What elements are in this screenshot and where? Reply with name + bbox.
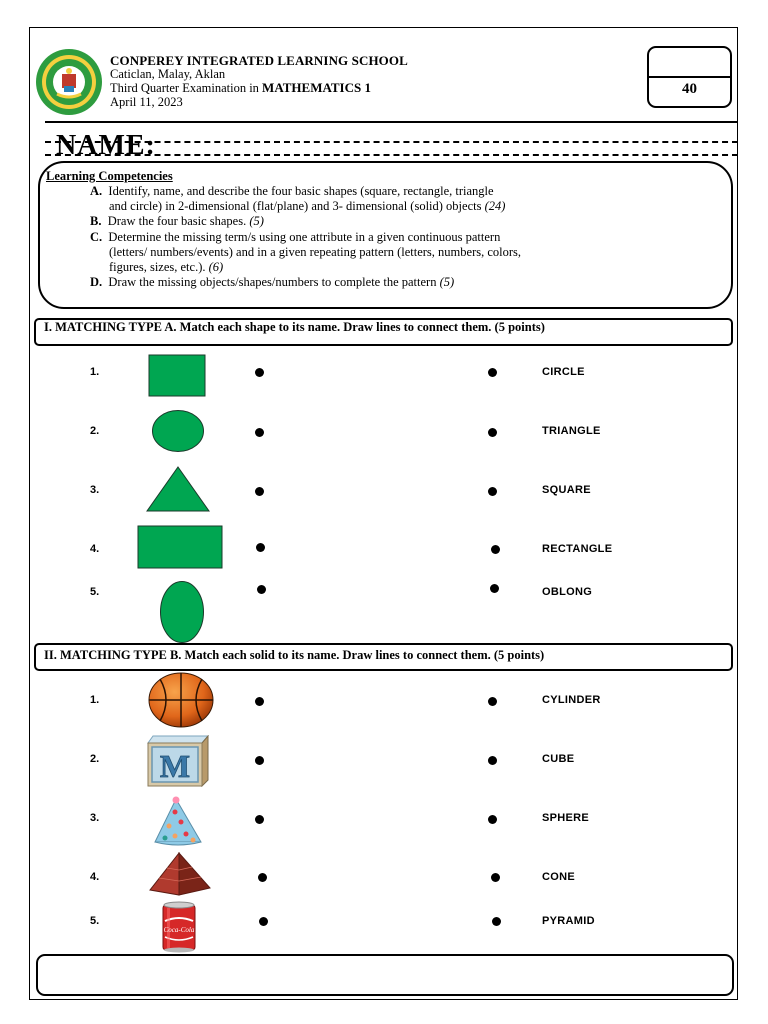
competency-c-cont1: (letters/ numbers/events) and in a given repeating pattern (letters, numbers, colors, — [109, 245, 522, 259]
triangle-shape — [146, 466, 210, 512]
s1-answer-2: TRIANGLE — [542, 425, 601, 437]
s2-number-5: 5. — [90, 915, 100, 927]
s1-left-dot-1[interactable] — [255, 368, 264, 377]
school-name: CONPEREY INTEGRATED LEARNING SCHOOL — [110, 53, 408, 68]
s1-left-dot-4[interactable] — [256, 543, 265, 552]
header-divider — [45, 121, 738, 123]
can-brand-text: Coca-Cola — [163, 926, 195, 934]
s1-number-5: 5. — [90, 586, 100, 598]
s2-number-3: 3. — [90, 812, 100, 824]
s1-right-dot-1[interactable] — [488, 368, 497, 377]
s1-number-3: 3. — [90, 484, 100, 496]
square-shape — [148, 354, 206, 397]
s1-left-dot-2[interactable] — [255, 428, 264, 437]
section1-title: I. MATCHING TYPE A. Match each shape to its name. Draw lines to connect them. (5 points) — [44, 320, 545, 334]
competency-d: D. Draw the missing objects/shapes/numbers to complete the pattern (5) — [90, 275, 455, 289]
s1-right-dot-5[interactable] — [490, 584, 499, 593]
s1-answer-3: SQUARE — [542, 484, 591, 496]
oblong-shape — [159, 580, 205, 644]
s2-answer-1: CYLINDER — [542, 694, 601, 706]
soda-can-image — [162, 901, 196, 953]
s1-answer-4: RECTANGLE — [542, 543, 613, 555]
s2-answer-3: SPHERE — [542, 812, 590, 824]
competency-a-cont: and circle) in 2-dimensional (flat/plane) and 3- dimensional (solid) objects (24) — [109, 199, 506, 213]
s1-number-1: 1. — [90, 366, 100, 378]
s2-right-dot-2[interactable] — [488, 756, 497, 765]
s2-left-dot-2[interactable] — [255, 756, 264, 765]
s2-number-2: 2. — [90, 753, 100, 765]
section2-title: II. MATCHING TYPE B. Match each solid to its name. Draw lines to connect them. (5 points) — [44, 648, 545, 662]
competency-c-cont2: figures, sizes, etc.). (6) — [109, 260, 224, 274]
s1-answer-1: CIRCLE — [542, 366, 585, 378]
s1-left-dot-5[interactable] — [257, 585, 266, 594]
s2-right-dot-1[interactable] — [488, 697, 497, 706]
competency-b: B. Draw the four basic shapes. (5) — [90, 214, 264, 228]
school-address: Caticlan, Malay, Aklan — [110, 67, 226, 81]
letter-block-image — [147, 735, 209, 787]
block-letter: M — [159, 748, 191, 784]
total-score: 40 — [682, 81, 697, 97]
s2-answer-5: PYRAMID — [542, 915, 595, 927]
s1-number-4: 4. — [90, 543, 100, 555]
s1-number-2: 2. — [90, 425, 100, 437]
score-box — [647, 46, 732, 108]
s2-number-4: 4. — [90, 871, 100, 883]
pyramid-image — [149, 852, 211, 896]
party-hat-image — [153, 796, 203, 846]
rectangle-shape — [137, 525, 223, 569]
s2-answer-4: CONE — [542, 871, 575, 883]
bottom-section-box — [36, 954, 734, 996]
s1-right-dot-2[interactable] — [488, 428, 497, 437]
s2-right-dot-3[interactable] — [488, 815, 497, 824]
s1-left-dot-3[interactable] — [255, 487, 264, 496]
s2-left-dot-4[interactable] — [258, 873, 267, 882]
competency-c: C. Determine the missing term/s using one attribute in a given continuous pattern — [90, 230, 501, 244]
s2-left-dot-3[interactable] — [255, 815, 264, 824]
s2-answer-2: CUBE — [542, 753, 575, 765]
s2-number-1: 1. — [90, 694, 100, 706]
s1-answer-5: OBLONG — [542, 586, 593, 598]
competencies-title: Learning Competencies — [46, 169, 173, 183]
exam-date: April 11, 2023 — [110, 95, 183, 109]
exam-title: Third Quarter Examination in MATHEMATICS 1 — [110, 80, 371, 95]
circle-shape — [151, 409, 205, 453]
s2-right-dot-5[interactable] — [492, 917, 501, 926]
s1-right-dot-3[interactable] — [488, 487, 497, 496]
s1-right-dot-4[interactable] — [491, 545, 500, 554]
s2-right-dot-4[interactable] — [491, 873, 500, 882]
basketball-image — [148, 672, 214, 728]
s2-left-dot-5[interactable] — [259, 917, 268, 926]
competency-a: A. Identify, name, and describe the four basic shapes (square, rectangle, triangle — [90, 184, 494, 198]
s2-left-dot-1[interactable] — [255, 697, 264, 706]
name-label: NAME: — [56, 130, 156, 161]
school-logo — [35, 48, 103, 116]
